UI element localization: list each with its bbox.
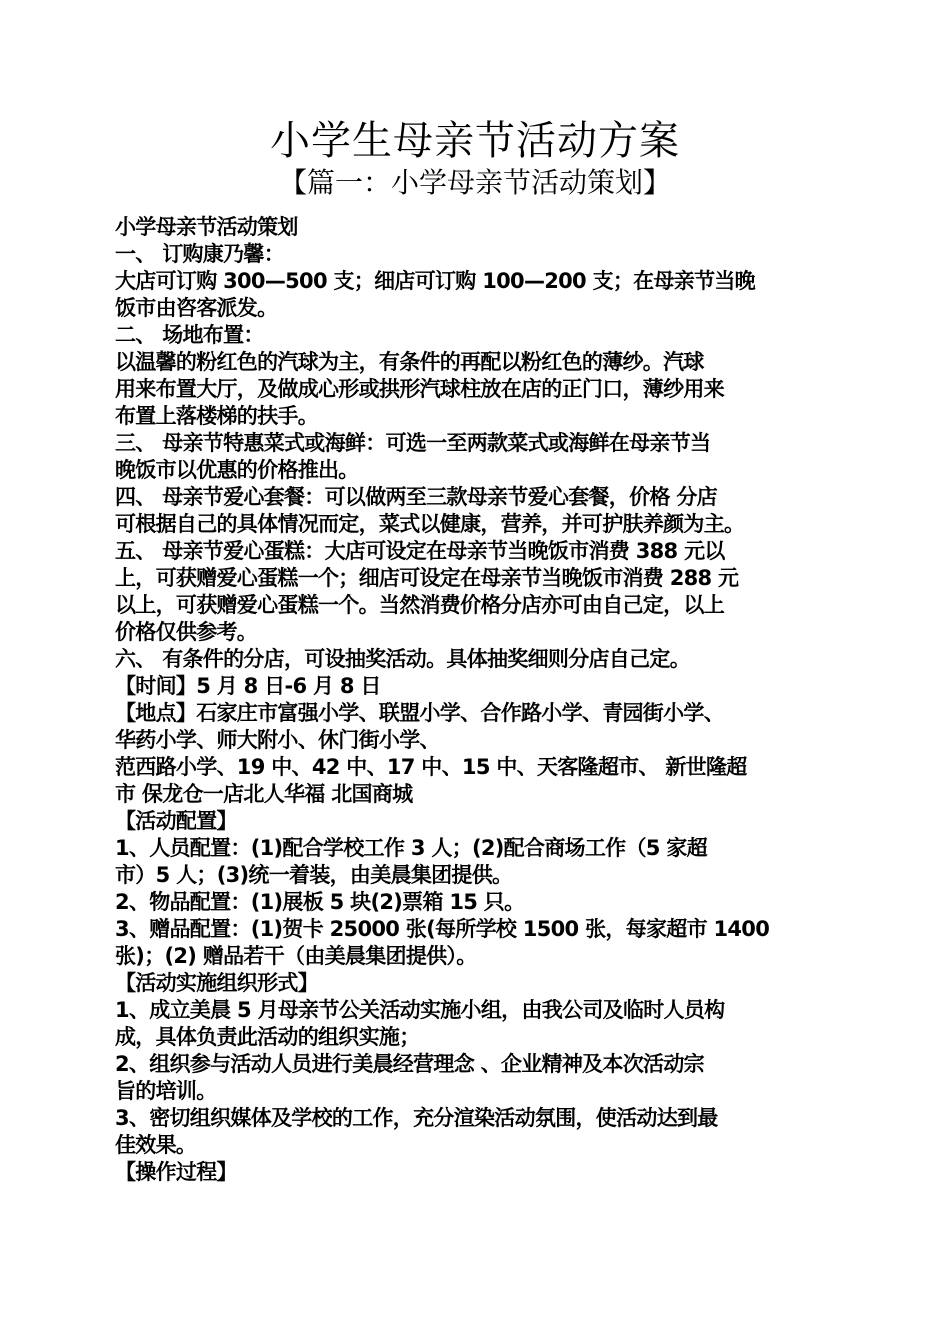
body-line: 小学母亲节活动策划 [115, 215, 298, 239]
body-line: 3、密切组织媒体及学校的工作，充分渲染活动氛围，使活动达到最 [115, 1106, 718, 1130]
body-line: 用来布置大厅，及做成心形或拱形汽球柱放在店的正门口，薄纱用来 [115, 377, 724, 401]
body-line: 3、赠品配置：(1)贺卡 25000 张(每所学校 1500 张，每家超市 1400 [115, 917, 770, 941]
body-line: 2、物品配置：(1)展板 5 块(2)票箱 15 只。 [115, 890, 525, 914]
body-line: 华药小学、师大附小、休门街小学、 [115, 728, 440, 752]
body-line: 【活动实施组织形式】 [115, 971, 318, 995]
body-line: 1、成立美晨 5 月母亲节公关活动实施小组，由我公司及临时人员构 [115, 998, 725, 1022]
body-line: 以温馨的粉红色的汽球为主，有条件的再配以粉红色的薄纱。汽球 [115, 350, 704, 374]
body-line: 三、 母亲节特惠菜式或海鲜：可选一至两款菜式或海鲜在母亲节当 [115, 431, 711, 455]
body-line: 四、 母亲节爱心套餐：可以做两至三款母亲节爱心套餐，价格 分店 [115, 485, 717, 509]
body-line: 【操作过程】 [115, 1160, 237, 1184]
body-line: 五、 母亲节爱心蛋糕：大店可设定在母亲节当晚饭市消费 388 元以 [115, 539, 725, 563]
document-body [115, 214, 843, 1186]
body-line: 市 保龙仓一店北人华福 北国商城 [115, 782, 413, 806]
body-line: 二、 场地布置： [115, 323, 264, 347]
body-line: 晚饭市以优惠的价格推出。 [115, 458, 359, 482]
body-line: 可根据自己的具体情况而定，菜式以健康，营养，并可护肤养颜为主。 [115, 512, 745, 536]
body-line: 饭市由咨客派发。 [115, 296, 278, 320]
body-line: 旨的培训。 [115, 1079, 217, 1103]
body-line: 2、组织参与活动人员进行美晨经营理念 、企业精神及本次活动宗 [115, 1052, 704, 1076]
body-line: 成，具体负责此活动的组织实施； [115, 1025, 420, 1049]
body-line: 布置上落楼梯的扶手。 [115, 404, 318, 428]
body-line: 范西路小学、19 中、42 中、17 中、15 中、天客隆超市、 新世隆超 [115, 755, 747, 779]
body-line: 佳效果。 [115, 1133, 197, 1157]
body-line: 以上，可获赠爱心蛋糕一个。当然消费价格分店亦可由自己定，以上 [115, 593, 724, 617]
document-title: 小学生母亲节活动方案 [270, 118, 680, 164]
body-line: 张)；(2) 赠品若干（由美晨集团提供）。 [115, 944, 477, 968]
body-line: 1、人员配置：(1)配合学校工作 3 人；(2)配合商场工作（5 家超 [115, 836, 707, 860]
body-line: 六、 有条件的分店，可设抽奖活动。具体抽奖细则分店自己定。 [115, 647, 691, 671]
document-subtitle: 【篇一：小学母亲节活动策划】 [278, 166, 671, 199]
body-line: 【活动配置】 [115, 809, 237, 833]
body-line: 【时间】5 月 8 日-6 月 8 日 [115, 674, 381, 698]
body-line: 价格仅供参考。 [115, 620, 258, 644]
body-line: 一、 订购康乃馨： [115, 242, 285, 266]
body-line: 市）5 人；(3)统一着装，由美晨集团提供。 [115, 863, 513, 887]
body-line: 【地点】石家庄市富强小学、联盟小学、合作路小学、青园街小学、 [115, 701, 724, 725]
body-line: 上，可获赠爱心蛋糕一个；细店可设定在母亲节当晚饭市消费 288 元 [115, 566, 739, 590]
body-line: 大店可订购 300—500 支；细店可订购 100—200 支；在母亲节当晚 [115, 269, 755, 293]
